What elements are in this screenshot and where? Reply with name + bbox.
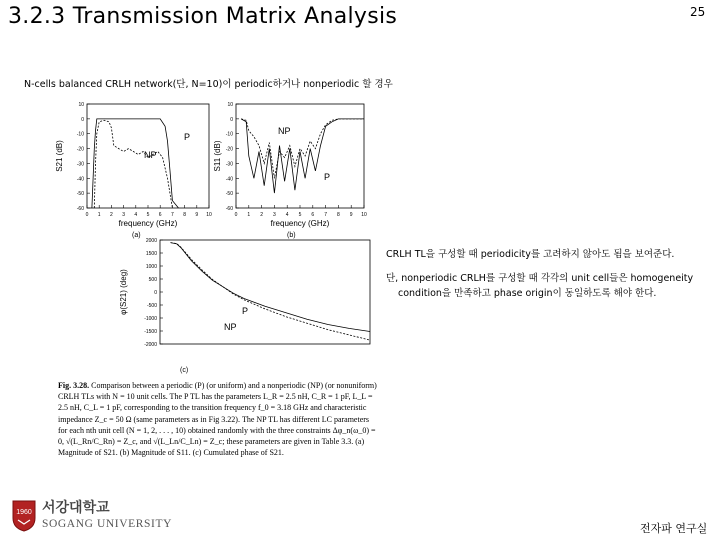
y-tick-label: -50 xyxy=(225,191,233,198)
x-tick-label: 7 xyxy=(171,212,174,218)
curve-label-np: NP xyxy=(144,150,157,160)
y-tick-label: 1500 xyxy=(145,251,157,257)
panel-label: (c) xyxy=(180,367,189,374)
curve-label-np: NP xyxy=(224,322,237,332)
x-tick-label: 4 xyxy=(134,212,138,218)
y-tick-label: -30 xyxy=(225,161,233,168)
y-tick-label: 10 xyxy=(78,102,84,108)
y-tick-label: -1500 xyxy=(144,329,157,335)
y-tick-label: 0 xyxy=(230,116,233,123)
y-tick-label: -40 xyxy=(225,176,233,183)
plot-frame xyxy=(160,240,370,344)
x-tick-label: 0 xyxy=(85,212,89,218)
series-p-line xyxy=(92,119,179,208)
y-tick-label: 500 xyxy=(148,277,157,283)
note-nonperiodic-line2: condition을 만족하고 phase origin이 동일하도록 해야 한다. xyxy=(398,288,657,299)
y-tick-label: -30 xyxy=(76,161,84,168)
x-tick-label: 5 xyxy=(298,212,302,218)
chart-a xyxy=(52,96,222,241)
page-number: 25 xyxy=(690,5,706,19)
caption-text: Comparison between a periodic (P) (or uniform) and a nonperiodic (NP) (or nonuniform) CRLH TLs with N = 10 unit cells. The P TL has the parameters L_R = 2.5 nH, C_R = 1 pF, L_L = 2.5 nH, C_L = 1 pF, corresponding to the transition frequency f_0 = 3.18 GHz and characteristic impedance Z_c = 50 Ω (same parameters as in Fig 3.22). The NP TL has different LC parameters for each nth unit cell (N = 1, 2, . . . , 10) obtained randomly with the three constraints Δφ_n(ω_0) = 0, √(L_Rn/C_Rn) = Z_c, and √(L_Ln/C_Ln) = Z_c; these parameters are given in Table 3.3. (a) Magnitude of S21. (b) Magnitude of S11. (c) Cumulated phase of S21. xyxy=(58,381,377,458)
x-tick-label: 8 xyxy=(337,212,340,218)
x-axis-label: frequency (GHz) xyxy=(270,219,330,228)
y-axis-label: φ(S21) (deg) xyxy=(119,269,128,315)
x-tick-label: 5 xyxy=(146,212,150,218)
curve-label-p: P xyxy=(184,132,191,142)
university-name-english: SOGANG UNIVERSITY xyxy=(42,518,172,530)
y-tick-label: -2000 xyxy=(144,342,157,348)
figure-caption xyxy=(58,380,378,458)
series-p-line xyxy=(241,119,364,193)
curve-label-p: P xyxy=(324,172,331,182)
x-tick-label: 4 xyxy=(285,212,289,218)
panel-label: (b) xyxy=(287,232,296,239)
x-tick-label: 0 xyxy=(234,212,238,218)
x-tick-label: 10 xyxy=(206,212,212,218)
x-tick-label: 7 xyxy=(324,212,327,218)
x-tick-label: 9 xyxy=(195,212,199,218)
y-tick-label: 1000 xyxy=(145,264,157,270)
series-np-line xyxy=(171,243,371,341)
plot-frame xyxy=(236,104,364,208)
y-tick-label: 10 xyxy=(227,102,233,108)
x-tick-label: 6 xyxy=(158,212,162,218)
note-periodicity: CRLH TL을 구성할 때 periodicity를 고려하지 않아도 됨을 보여준다. xyxy=(386,249,675,260)
university-seal-icon xyxy=(10,498,38,532)
x-tick-label: 3 xyxy=(122,212,125,218)
series-p-line xyxy=(171,243,371,332)
y-tick-label: -50 xyxy=(76,191,84,198)
x-tick-label: 9 xyxy=(349,212,353,218)
y-tick-label: -10 xyxy=(76,131,84,138)
curve-label-np: NP xyxy=(278,126,291,136)
y-tick-label: -20 xyxy=(76,146,84,153)
y-tick-label: 2000 xyxy=(145,238,157,244)
y-tick-label: -60 xyxy=(225,206,233,212)
chart-b xyxy=(212,96,380,241)
y-tick-label: 0 xyxy=(154,290,157,296)
curve-label-p: P xyxy=(242,306,249,316)
y-tick-label: -1000 xyxy=(144,316,157,322)
x-tick-label: 8 xyxy=(183,212,186,218)
y-axis-label: S21 (dB) xyxy=(55,140,64,172)
series-np-line xyxy=(241,119,364,178)
university-name-korean: 서강대학교 xyxy=(42,500,110,516)
note-nonperiodic-line1: 단, nonperiodic CRLH를 구성할 때 각각의 unit cell들은 homogeneity xyxy=(386,273,694,284)
y-axis-label: S11 (dB) xyxy=(213,140,222,172)
y-tick-label: -60 xyxy=(76,206,84,212)
x-tick-label: 10 xyxy=(361,212,367,218)
subtitle: N-cells balanced CRLH network(단, N=10)이 periodic하거나 nonperiodic 할 경우 xyxy=(24,79,393,90)
y-tick-label: 0 xyxy=(81,116,84,123)
series-np-line xyxy=(94,120,172,208)
svg-text:1960: 1960 xyxy=(16,509,32,516)
x-tick-label: 6 xyxy=(311,212,315,218)
x-tick-label: 1 xyxy=(247,212,251,218)
lab-name: 전자파 연구실 xyxy=(640,522,708,535)
y-tick-label: -20 xyxy=(225,146,233,153)
x-tick-label: 1 xyxy=(97,212,101,218)
x-tick-label: 2 xyxy=(260,212,263,218)
y-tick-label: -500 xyxy=(146,303,157,309)
chart-c xyxy=(112,234,382,376)
panel-label: (a) xyxy=(132,232,141,239)
x-axis-label: frequency (GHz) xyxy=(118,219,178,228)
x-tick-label: 3 xyxy=(273,212,276,218)
y-tick-label: -40 xyxy=(76,176,84,183)
y-tick-label: -10 xyxy=(225,131,233,138)
slide-title: 3.2.3 Transmission Matrix Analysis xyxy=(8,4,398,29)
caption-label: Fig. 3.28. xyxy=(58,381,90,390)
x-tick-label: 2 xyxy=(110,212,113,218)
